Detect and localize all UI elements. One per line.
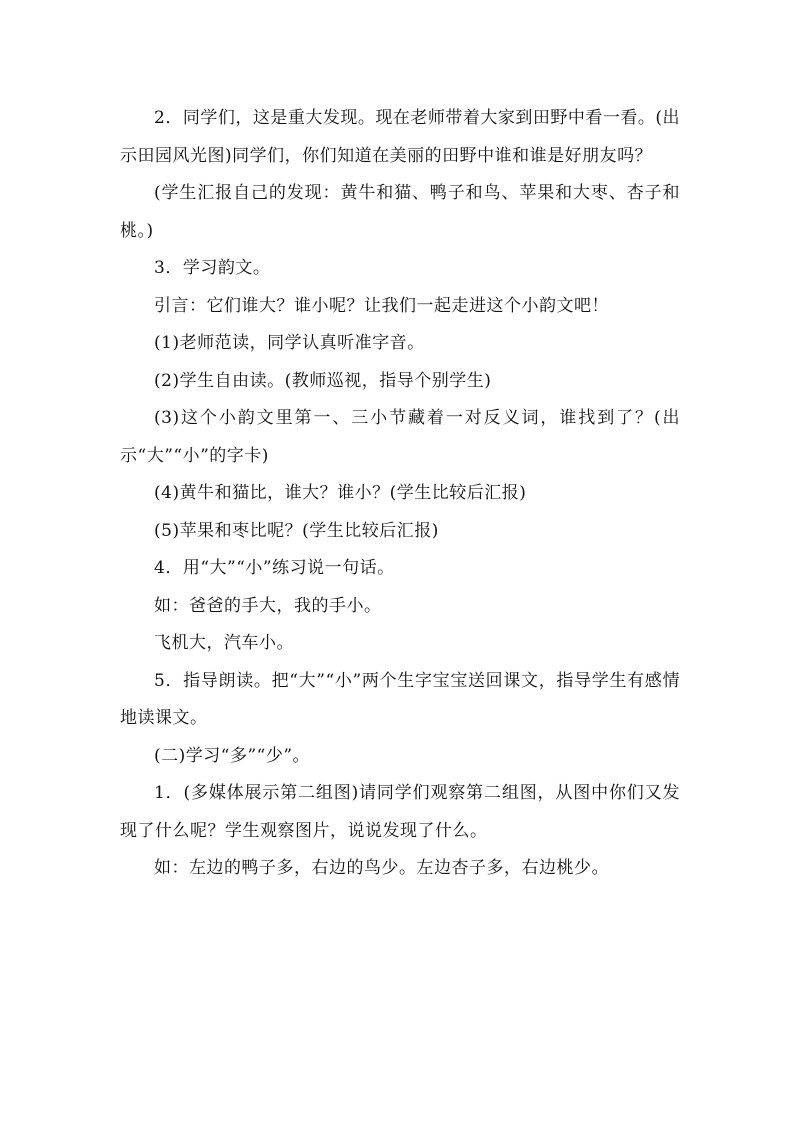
paragraph-introduction: 引言：它们谁大？谁小呢？让我们一起走进这个小韵文吧！ xyxy=(154,295,609,316)
paragraph-step-5: (5)苹果和枣比呢？(学生比较后汇报) xyxy=(154,520,439,541)
document-body xyxy=(120,100,680,888)
paragraph-example-vehicles: 飞机大，汽车小。 xyxy=(154,633,294,653)
paragraph-observe-images: 1．(多媒体展示第二组图)请同学们观察第二组图，从图中你们又发现了什么呢？学生观察图片，说说发现了什么。 xyxy=(120,783,680,841)
paragraph-step-2: (2)学生自由读。(教师巡视，指导个别学生) xyxy=(154,370,492,391)
paragraph-example-hands: 如：爸爸的手大，我的手小。 xyxy=(154,595,382,616)
paragraph-step-4: (4)黄牛和猫比，谁大？谁小？(学生比较后汇报) xyxy=(154,483,527,503)
paragraph-learn-rhyme: 3．学习韵文。 xyxy=(154,258,271,278)
paragraph-sentence-practice: 4．用“大”“小”练习说一句话。 xyxy=(154,558,395,578)
paragraph-example-more-less: 如：左边的鸭子多，右边的鸟少。左边杏子多，右边桃少。 xyxy=(154,858,609,878)
paragraph-step-3: (3)这个小韵文里第一、三小节藏着一对反义词，谁找到了？(出示“大”“小”的字卡) xyxy=(120,408,680,466)
paragraph-learn-more-less: (二)学习“多”“少”。 xyxy=(154,745,311,766)
paragraph-student-report: (学生汇报自己的发现：黄牛和猫、鸭子和鸟、苹果和大枣、杏子和桃。) xyxy=(120,183,680,241)
paragraph-step-1: (1)老师范读，同学认真听准字音。 xyxy=(154,333,425,353)
paragraph-discovery-fields: 2．同学们，这是重大发现。现在老师带着大家到田野中看一看。(出示田园风光图)同学们，你们知道在美丽的田野中谁和谁是好朋友吗？ xyxy=(120,108,680,166)
paragraph-reading-guidance: 5．指导朗读。把“大”“小”两个生字宝宝送回课文，指导学生有感情地读课文。 xyxy=(120,670,680,728)
